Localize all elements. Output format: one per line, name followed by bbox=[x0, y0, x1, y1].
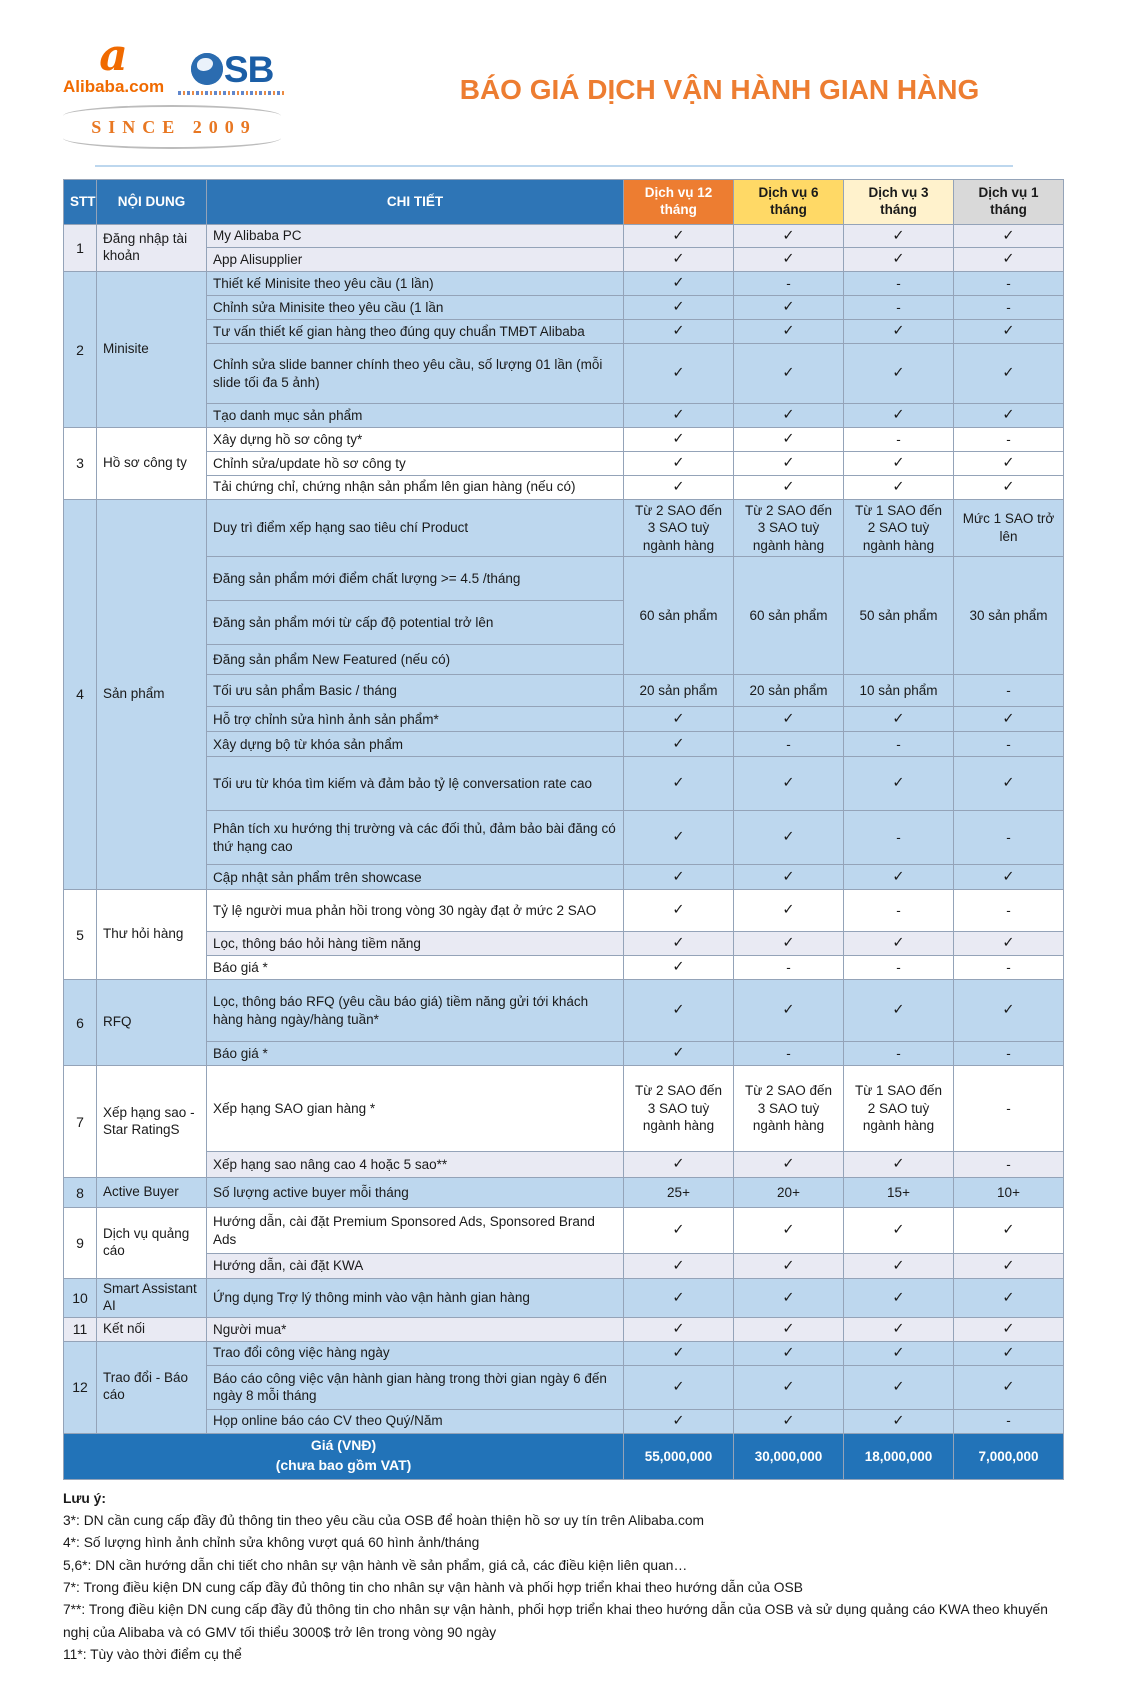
detail-cell: Xây dựng bộ từ khóa sản phẩm bbox=[207, 732, 624, 757]
value-cell: ✓ bbox=[734, 890, 844, 932]
value-cell: ✓ bbox=[844, 224, 954, 248]
table-row bbox=[64, 404, 1064, 428]
detail-cell: Hỗ trợ chỉnh sửa hình ảnh sản phẩm* bbox=[207, 707, 624, 732]
table-row bbox=[64, 1409, 1064, 1433]
note-item: 4*: Số lượng hình ảnh chỉnh sửa không vượt quá 60 hình ảnh/tháng bbox=[63, 1535, 480, 1551]
value-cell: 20 sản phẩm bbox=[734, 675, 844, 707]
stt-cell: 1 bbox=[64, 224, 97, 272]
value-cell: ✓ bbox=[954, 932, 1064, 956]
value-cell: ✓ bbox=[624, 296, 734, 320]
value-cell: ✓ bbox=[734, 1341, 844, 1365]
detail-cell: Xếp hạng sao nâng cao 4 hoặc 5 sao** bbox=[207, 1152, 624, 1178]
value-cell: ✓ bbox=[954, 865, 1064, 890]
detail-cell: Đăng sản phẩm mới từ cấp độ potential trở lên bbox=[207, 601, 624, 645]
value-cell: - bbox=[844, 811, 954, 865]
value-cell: ✓ bbox=[624, 1254, 734, 1279]
value-cell: ✓ bbox=[844, 404, 954, 428]
value-cell: ✓ bbox=[734, 757, 844, 811]
value-cell: ✓ bbox=[624, 890, 734, 932]
table-row bbox=[64, 811, 1064, 865]
value-cell: ✓ bbox=[844, 980, 954, 1042]
since-arc-top bbox=[63, 105, 281, 116]
page-header bbox=[63, 30, 1063, 149]
stt-cell: 12 bbox=[64, 1341, 97, 1433]
table-row bbox=[64, 272, 1064, 296]
since-text: SINCE 2009 bbox=[91, 116, 257, 137]
value-cell: ✓ bbox=[734, 320, 844, 344]
value-cell: ✓ bbox=[624, 475, 734, 499]
value-cell: ✓ bbox=[844, 475, 954, 499]
value-cell: - bbox=[844, 296, 954, 320]
stt-cell: 6 bbox=[64, 980, 97, 1066]
value-cell: ✓ bbox=[624, 451, 734, 475]
content-cell: Minisite bbox=[97, 272, 207, 428]
value-cell: - bbox=[954, 1042, 1064, 1066]
value-cell: ✓ bbox=[954, 1254, 1064, 1279]
value-cell: - bbox=[954, 1409, 1064, 1433]
alibaba-logo-text: Alibaba.com bbox=[63, 76, 165, 96]
value-cell: 60 sản phẩm bbox=[624, 557, 734, 675]
value-cell: - bbox=[954, 272, 1064, 296]
value-cell: - bbox=[954, 1066, 1064, 1152]
value-cell: ✓ bbox=[844, 248, 954, 272]
value-cell: ✓ bbox=[624, 932, 734, 956]
detail-cell: Xây dựng hồ sơ công ty* bbox=[207, 428, 624, 452]
value-cell: Từ 2 SAO đến 3 SAO tuỳ ngành hàng bbox=[624, 1066, 734, 1152]
value-cell: ✓ bbox=[624, 1042, 734, 1066]
table-row bbox=[64, 1279, 1064, 1318]
table-row bbox=[64, 1152, 1064, 1178]
detail-cell: Báo cáo công việc vận hành gian hàng trong thời gian ngày 6 đến ngày 8 mỗi tháng bbox=[207, 1365, 624, 1409]
table-row bbox=[64, 932, 1064, 956]
value-cell: 10 sản phẩm bbox=[844, 675, 954, 707]
table-row bbox=[64, 451, 1064, 475]
value-cell: 20 sản phẩm bbox=[624, 675, 734, 707]
content-cell: Xếp hạng sao - Star RatingS bbox=[97, 1066, 207, 1178]
table-row bbox=[64, 956, 1064, 980]
column-header: CHI TIẾT bbox=[207, 179, 624, 224]
value-cell: Từ 1 SAO đến 2 SAO tuỳ ngành hàng bbox=[844, 499, 954, 557]
alibaba-mark-icon: a bbox=[99, 30, 128, 81]
table-row bbox=[64, 757, 1064, 811]
osb-tagline bbox=[178, 91, 286, 95]
content-cell: Trao đổi - Báo cáo bbox=[97, 1341, 207, 1433]
value-cell: ✓ bbox=[734, 296, 844, 320]
value-cell: Mức 1 SAO trở lên bbox=[954, 499, 1064, 557]
table-row bbox=[64, 248, 1064, 272]
detail-cell: Lọc, thông báo hỏi hàng tiềm năng bbox=[207, 932, 624, 956]
detail-cell: Tải chứng chỉ, chứng nhận sản phẩm lên gian hàng (nếu có) bbox=[207, 475, 624, 499]
value-cell: ✓ bbox=[624, 956, 734, 980]
detail-cell: Đăng sản phẩm New Featured (nếu có) bbox=[207, 645, 624, 675]
value-cell: Từ 2 SAO đến 3 SAO tuỳ ngành hàng bbox=[734, 1066, 844, 1152]
value-cell: - bbox=[734, 732, 844, 757]
price-value-cell: 7,000,000 bbox=[954, 1433, 1064, 1479]
value-cell: - bbox=[954, 956, 1064, 980]
content-cell: Thư hỏi hàng bbox=[97, 890, 207, 980]
value-cell: ✓ bbox=[954, 1279, 1064, 1318]
value-cell: ✓ bbox=[734, 865, 844, 890]
value-cell: ✓ bbox=[954, 980, 1064, 1042]
value-cell: 25+ bbox=[624, 1178, 734, 1208]
value-cell: ✓ bbox=[734, 344, 844, 404]
table-row bbox=[64, 865, 1064, 890]
detail-cell: Phân tích xu hướng thị trường và các đối thủ, đảm bảo bài đăng có thứ hạng cao bbox=[207, 811, 624, 865]
detail-cell: Ứng dụng Trợ lý thông minh vào vận hành gian hàng bbox=[207, 1279, 624, 1318]
content-cell: Dịch vụ quảng cáo bbox=[97, 1208, 207, 1279]
value-cell: ✓ bbox=[624, 320, 734, 344]
value-cell: ✓ bbox=[734, 1254, 844, 1279]
stt-cell: 7 bbox=[64, 1066, 97, 1178]
content-cell: Đăng nhập tài khoản bbox=[97, 224, 207, 272]
value-cell: 50 sản phẩm bbox=[844, 557, 954, 675]
since-banner bbox=[63, 105, 281, 149]
table-row bbox=[64, 475, 1064, 499]
price-label-cell bbox=[64, 1433, 624, 1479]
note-item: 3*: DN cần cung cấp đầy đủ thông tin theo yêu cầu của OSB để hoàn thiện hồ sơ uy tín trên Alibaba.com bbox=[63, 1512, 705, 1528]
value-cell: - bbox=[734, 1042, 844, 1066]
osb-globe-icon bbox=[191, 53, 223, 85]
value-cell: ✓ bbox=[954, 224, 1064, 248]
value-cell: ✓ bbox=[844, 707, 954, 732]
since-arc-bottom bbox=[63, 138, 281, 149]
value-cell: 60 sản phẩm bbox=[734, 557, 844, 675]
price-value-cell: 18,000,000 bbox=[844, 1433, 954, 1479]
detail-cell: Lọc, thông báo RFQ (yêu cầu báo giá) tiềm năng gửi tới khách hàng hàng ngày/hàng tuần* bbox=[207, 980, 624, 1042]
detail-cell: Báo giá * bbox=[207, 1042, 624, 1066]
value-cell: ✓ bbox=[624, 1208, 734, 1254]
price-row bbox=[64, 1433, 1064, 1479]
value-cell: ✓ bbox=[844, 1279, 954, 1318]
value-cell: ✓ bbox=[734, 1317, 844, 1341]
value-cell: - bbox=[844, 428, 954, 452]
value-cell: Từ 2 SAO đến 3 SAO tuỳ ngành hàng bbox=[624, 499, 734, 557]
value-cell: ✓ bbox=[624, 707, 734, 732]
value-cell: ✓ bbox=[734, 404, 844, 428]
value-cell: - bbox=[954, 296, 1064, 320]
value-cell: 30 sản phẩm bbox=[954, 557, 1064, 675]
detail-cell: Báo giá * bbox=[207, 956, 624, 980]
notes-section bbox=[63, 1488, 1068, 1667]
table-row bbox=[64, 732, 1064, 757]
stt-cell: 10 bbox=[64, 1279, 97, 1318]
value-cell: ✓ bbox=[734, 1279, 844, 1318]
value-cell: ✓ bbox=[734, 428, 844, 452]
value-cell: ✓ bbox=[954, 451, 1064, 475]
table-row bbox=[64, 344, 1064, 404]
table-header bbox=[64, 179, 1064, 224]
value-cell: ✓ bbox=[734, 475, 844, 499]
table-row bbox=[64, 890, 1064, 932]
value-cell: - bbox=[844, 1042, 954, 1066]
note-item: 7**: Trong điều kiện DN cung cấp đầy đủ thông tin cho nhân sự vận hành, phối hợp triển khai theo hướng dẫn của OSB và sử dụng quảng cáo KWA theo khuyến nghị của Alibaba và có GMV tối thiểu 3000$ trở lên trong vòng 90 ngày bbox=[63, 1602, 1048, 1640]
content-cell: Active Buyer bbox=[97, 1178, 207, 1208]
content-cell: Sản phẩm bbox=[97, 499, 207, 890]
table-row bbox=[64, 428, 1064, 452]
value-cell: 20+ bbox=[734, 1178, 844, 1208]
detail-cell: Tối ưu từ khóa tìm kiếm và đảm bảo tỷ lệ conversation rate cao bbox=[207, 757, 624, 811]
column-header: Dịch vụ 6 tháng bbox=[734, 179, 844, 224]
value-cell: ✓ bbox=[734, 1208, 844, 1254]
price-value-cell: 30,000,000 bbox=[734, 1433, 844, 1479]
table-row bbox=[64, 1178, 1064, 1208]
value-cell: ✓ bbox=[624, 224, 734, 248]
table-row bbox=[64, 296, 1064, 320]
value-cell: ✓ bbox=[954, 404, 1064, 428]
detail-cell: Đăng sản phẩm mới điểm chất lượng >= 4.5 /tháng bbox=[207, 557, 624, 601]
value-cell: - bbox=[954, 675, 1064, 707]
note-item: 7*: Trong điều kiện DN cung cấp đầy đủ thông tin cho nhân sự vận hành và phối hợp triển khai theo hướng dẫn của OSB bbox=[63, 1579, 803, 1595]
value-cell: - bbox=[844, 956, 954, 980]
value-cell: ✓ bbox=[734, 1152, 844, 1178]
notes-heading: Lưu ý: bbox=[63, 1490, 106, 1506]
value-cell: ✓ bbox=[624, 1317, 734, 1341]
value-cell: ✓ bbox=[734, 932, 844, 956]
detail-cell: Tư vấn thiết kế gian hàng theo đúng quy chuẩn TMĐT Alibaba bbox=[207, 320, 624, 344]
value-cell: ✓ bbox=[734, 248, 844, 272]
osb-logo-text: SB bbox=[223, 48, 274, 90]
value-cell: ✓ bbox=[734, 707, 844, 732]
value-cell: ✓ bbox=[954, 320, 1064, 344]
value-cell: ✓ bbox=[734, 1365, 844, 1409]
value-cell: ✓ bbox=[954, 1341, 1064, 1365]
value-cell: ✓ bbox=[624, 1341, 734, 1365]
table-row bbox=[64, 675, 1064, 707]
value-cell: ✓ bbox=[624, 1279, 734, 1318]
value-cell: ✓ bbox=[624, 1152, 734, 1178]
content-cell: Smart Assistant AI bbox=[97, 1279, 207, 1318]
value-cell: ✓ bbox=[734, 811, 844, 865]
logo-block bbox=[63, 30, 288, 149]
value-cell: ✓ bbox=[844, 865, 954, 890]
detail-cell: Họp online báo cáo CV theo Quý/Năm bbox=[207, 1409, 624, 1433]
detail-cell: Tỷ lệ người mua phản hồi trong vòng 30 ngày đạt ở mức 2 SAO bbox=[207, 890, 624, 932]
value-cell: ✓ bbox=[624, 404, 734, 428]
price-label-line1: Giá (VNĐ) bbox=[310, 1437, 377, 1454]
detail-cell: Trao đổi công việc hàng ngày bbox=[207, 1341, 624, 1365]
header-divider bbox=[95, 165, 1013, 167]
value-cell: - bbox=[954, 732, 1064, 757]
value-cell: ✓ bbox=[954, 1317, 1064, 1341]
value-cell: - bbox=[954, 428, 1064, 452]
table-row bbox=[64, 1341, 1064, 1365]
value-cell: ✓ bbox=[844, 932, 954, 956]
table-row bbox=[64, 1254, 1064, 1279]
stt-cell: 3 bbox=[64, 428, 97, 500]
value-cell: ✓ bbox=[954, 707, 1064, 732]
detail-cell: Hướng dẫn, cài đặt KWA bbox=[207, 1254, 624, 1279]
column-header: Dịch vụ 1 tháng bbox=[954, 179, 1064, 224]
column-header: STT bbox=[64, 179, 97, 224]
value-cell: - bbox=[734, 272, 844, 296]
detail-cell: Tối ưu sản phẩm Basic / tháng bbox=[207, 675, 624, 707]
table-row bbox=[64, 1208, 1064, 1254]
table-row bbox=[64, 1066, 1064, 1152]
detail-cell: Thiết kế Minisite theo yêu cầu (1 lần) bbox=[207, 272, 624, 296]
value-cell: ✓ bbox=[624, 1409, 734, 1433]
value-cell: ✓ bbox=[844, 1341, 954, 1365]
stt-cell: 2 bbox=[64, 272, 97, 428]
note-item: 5,6*: DN cần hướng dẫn chi tiết cho nhân sự vận hành về sản phẩm, giá cả, các điều kiện liên quan… bbox=[63, 1557, 688, 1573]
note-item: 11*: Tùy vào thời điểm cụ thể bbox=[63, 1646, 242, 1662]
value-cell: ✓ bbox=[624, 980, 734, 1042]
value-cell: ✓ bbox=[844, 344, 954, 404]
detail-cell: Cập nhật sản phẩm trên showcase bbox=[207, 865, 624, 890]
value-cell: ✓ bbox=[844, 1409, 954, 1433]
detail-cell: Xếp hạng SAO gian hàng * bbox=[207, 1066, 624, 1152]
stt-cell: 8 bbox=[64, 1178, 97, 1208]
table-row bbox=[64, 1317, 1064, 1341]
detail-cell: Tạo danh mục sản phẩm bbox=[207, 404, 624, 428]
value-cell: - bbox=[734, 956, 844, 980]
value-cell: - bbox=[844, 732, 954, 757]
value-cell: ✓ bbox=[844, 451, 954, 475]
value-cell: ✓ bbox=[734, 1409, 844, 1433]
value-cell: ✓ bbox=[624, 272, 734, 296]
value-cell: ✓ bbox=[954, 344, 1064, 404]
value-cell: ✓ bbox=[844, 320, 954, 344]
value-cell: ✓ bbox=[844, 1365, 954, 1409]
value-cell: ✓ bbox=[734, 451, 844, 475]
value-cell: ✓ bbox=[954, 1365, 1064, 1409]
table-row bbox=[64, 499, 1064, 557]
column-header: Dịch vụ 12 tháng bbox=[624, 179, 734, 224]
page-title: BÁO GIÁ DỊCH VẬN HÀNH GIAN HÀNG bbox=[459, 74, 980, 105]
detail-cell: Chỉnh sửa/update hồ sơ công ty bbox=[207, 451, 624, 475]
alibaba-logo bbox=[63, 30, 165, 96]
value-cell: 15+ bbox=[844, 1178, 954, 1208]
value-cell: ✓ bbox=[624, 248, 734, 272]
value-cell: ✓ bbox=[954, 757, 1064, 811]
pricing-table bbox=[63, 179, 1064, 1480]
detail-cell: Số lượng active buyer mỗi tháng bbox=[207, 1178, 624, 1208]
detail-cell: Duy trì điểm xếp hạng sao tiêu chí Product bbox=[207, 499, 624, 557]
column-header: NỘI DUNG bbox=[97, 179, 207, 224]
value-cell: - bbox=[954, 890, 1064, 932]
detail-cell: App Alisupplier bbox=[207, 248, 624, 272]
value-cell: ✓ bbox=[844, 1254, 954, 1279]
value-cell: ✓ bbox=[624, 428, 734, 452]
table-row bbox=[64, 980, 1064, 1042]
stt-cell: 5 bbox=[64, 890, 97, 980]
value-cell: ✓ bbox=[954, 248, 1064, 272]
value-cell: ✓ bbox=[624, 732, 734, 757]
value-cell: Từ 1 SAO đến 2 SAO tuỳ ngành hàng bbox=[844, 1066, 954, 1152]
value-cell: 10+ bbox=[954, 1178, 1064, 1208]
value-cell: ✓ bbox=[624, 811, 734, 865]
value-cell: - bbox=[844, 272, 954, 296]
detail-cell: My Alibaba PC bbox=[207, 224, 624, 248]
stt-cell: 11 bbox=[64, 1317, 97, 1341]
value-cell: Từ 2 SAO đến 3 SAO tuỳ ngành hàng bbox=[734, 499, 844, 557]
table-row bbox=[64, 707, 1064, 732]
table-row bbox=[64, 1365, 1064, 1409]
value-cell: ✓ bbox=[624, 344, 734, 404]
value-cell: ✓ bbox=[734, 980, 844, 1042]
value-cell: ✓ bbox=[624, 865, 734, 890]
stt-cell: 4 bbox=[64, 499, 97, 890]
value-cell: - bbox=[954, 1152, 1064, 1178]
stt-cell: 9 bbox=[64, 1208, 97, 1279]
osb-logo bbox=[178, 48, 286, 95]
value-cell: ✓ bbox=[954, 1208, 1064, 1254]
detail-cell: Hướng dẫn, cài đặt Premium Sponsored Ads, Sponsored Brand Ads bbox=[207, 1208, 624, 1254]
value-cell: ✓ bbox=[624, 757, 734, 811]
content-cell: RFQ bbox=[97, 980, 207, 1066]
content-cell: Hồ sơ công ty bbox=[97, 428, 207, 500]
price-label-line2: (chưa bao gồm VAT) bbox=[275, 1457, 412, 1474]
value-cell: - bbox=[954, 811, 1064, 865]
column-header: Dịch vụ 3 tháng bbox=[844, 179, 954, 224]
table-row bbox=[64, 320, 1064, 344]
value-cell: ✓ bbox=[844, 757, 954, 811]
value-cell: ✓ bbox=[624, 1365, 734, 1409]
value-cell: ✓ bbox=[734, 224, 844, 248]
value-cell: - bbox=[844, 890, 954, 932]
detail-cell: Người mua* bbox=[207, 1317, 624, 1341]
price-value-cell: 55,000,000 bbox=[624, 1433, 734, 1479]
table-row bbox=[64, 557, 1064, 601]
value-cell: ✓ bbox=[844, 1317, 954, 1341]
detail-cell: Chỉnh sửa slide banner chính theo yêu cầu, số lượng 01 lần (mỗi slide tối đa 5 ảnh) bbox=[207, 344, 624, 404]
table-row bbox=[64, 224, 1064, 248]
value-cell: ✓ bbox=[954, 475, 1064, 499]
table-row bbox=[64, 1042, 1064, 1066]
value-cell: ✓ bbox=[844, 1208, 954, 1254]
value-cell: ✓ bbox=[844, 1152, 954, 1178]
detail-cell: Chỉnh sửa Minisite theo yêu cầu (1 lần bbox=[207, 296, 624, 320]
content-cell: Kết nối bbox=[97, 1317, 207, 1341]
